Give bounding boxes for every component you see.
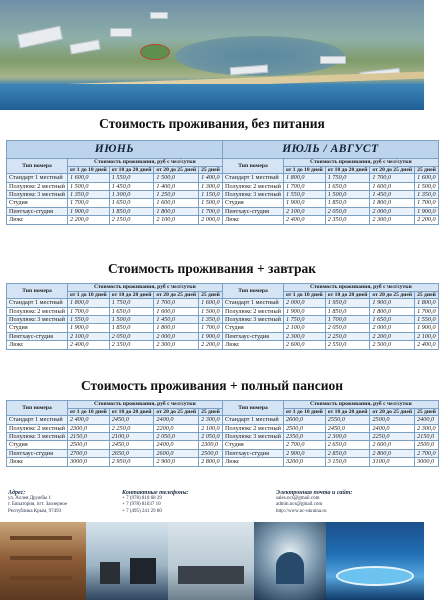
price-cell: 1 650,0	[109, 307, 154, 315]
price-cell: 2 100,0	[415, 332, 439, 340]
price-cell: 3200,0	[283, 458, 325, 466]
period-header: от 1 до 10 дней	[67, 408, 109, 416]
room-type-cell: Люкс	[223, 458, 284, 466]
price-cell: 2400,0	[370, 424, 415, 432]
indoor-pool-photo	[326, 522, 424, 600]
room-type-cell: Люкс	[7, 458, 68, 466]
room-type-cell: Стандарт 1 местный	[7, 299, 68, 307]
price-cell: 1 400,0	[154, 182, 199, 190]
price-cell: 2 900,0	[154, 458, 199, 466]
price-cell: 2550,0	[325, 416, 370, 424]
table-row	[223, 332, 439, 340]
price-cell: 2 300,0	[154, 341, 199, 349]
period-header: 25 дней	[415, 408, 439, 416]
price-cell: 3 150,0	[325, 458, 370, 466]
price-cell: 2500,0	[415, 441, 439, 449]
room-type-cell: Полулюкс 3 местный	[223, 433, 284, 441]
price-cell: 3000,0	[415, 458, 439, 466]
price-cell: 2 400,0	[415, 341, 439, 349]
period-header: 25 дней	[415, 166, 439, 174]
room-type-cell: Полулюкс 2 местный	[7, 307, 68, 315]
price-cell: 1 550,0	[415, 316, 439, 324]
table-caption: ИЮНЬ	[7, 141, 223, 159]
price-cell: 1 650,0	[325, 182, 370, 190]
period-header: от 10 до 20 дней	[325, 291, 370, 299]
period-header: от 1 до 10 дней	[67, 166, 109, 174]
price-cell: 2300,0	[67, 424, 109, 432]
price-cell: 1 700,0	[67, 199, 109, 207]
price-cell: 1 800,0	[154, 324, 199, 332]
table-row	[223, 324, 439, 332]
table-row	[7, 216, 223, 224]
col-header-room: Тип номера	[7, 159, 68, 174]
photo-strip	[0, 522, 424, 600]
col-header-price: Стоимость проживания, руб с чел/сутки	[67, 159, 222, 167]
price-cell: 2 200,0	[370, 332, 415, 340]
period-header: от 10 до 20 дней	[325, 166, 370, 174]
price-table-full-board-june	[6, 400, 223, 467]
table-row	[7, 324, 223, 332]
price-cell: 1 900,0	[370, 299, 415, 307]
building	[69, 39, 100, 54]
price-cell: 2200,0	[154, 424, 199, 432]
period-header: от 10 до 20 дней	[109, 291, 154, 299]
table-row	[7, 316, 223, 324]
price-cell: 2450,0	[109, 416, 154, 424]
price-cell: 1 900,0	[415, 324, 439, 332]
period-header: от 1 до 10 дней	[283, 408, 325, 416]
table-row	[7, 207, 223, 215]
col-header-price: Стоимость проживания, руб с чел/сутки	[283, 159, 438, 167]
room-type-cell: Люкс	[7, 341, 68, 349]
gym-photo	[86, 522, 168, 600]
table-row	[7, 332, 223, 340]
price-cell: 2 000,0	[283, 299, 325, 307]
price-cell: 1 600,0	[370, 182, 415, 190]
price-cell: 2 050,0	[154, 433, 199, 441]
period-header: от 1 до 10 дней	[283, 291, 325, 299]
price-cell: 2 650,0	[325, 441, 370, 449]
table-row	[223, 191, 439, 199]
room-type-cell: Студия	[223, 199, 284, 207]
price-cell: 2150,0	[67, 433, 109, 441]
price-cell: 2 350,0	[325, 216, 370, 224]
table-row	[7, 182, 223, 190]
table-row	[223, 299, 439, 307]
col-header-price: Стоимость проживания, руб с чел/сутки	[67, 284, 222, 292]
stadium	[140, 44, 170, 60]
table-row	[223, 458, 439, 466]
room-type-cell: Пентхаус-студия	[223, 449, 284, 457]
phones-title: Контактные телефоны:	[122, 490, 189, 496]
price-cell: 2400,0	[154, 441, 199, 449]
price-cell: 2 050,0	[325, 324, 370, 332]
price-cell: 2400,0	[415, 416, 439, 424]
price-cell: 1 300,0	[109, 191, 154, 199]
price-table-june-no-meals	[6, 140, 223, 225]
price-cell: 1 400,0	[199, 174, 223, 182]
price-cell: 1 650,0	[370, 316, 415, 324]
room-type-cell: Полулюкс 2 местный	[7, 424, 68, 432]
price-cell: 2 800,0	[199, 458, 223, 466]
room-type-cell: Пентхаус-студия	[223, 207, 284, 215]
price-cell: 2500,0	[283, 424, 325, 432]
price-cell: 1 900,0	[415, 207, 439, 215]
price-cell: 1 800,0	[283, 174, 325, 182]
price-cell: 1 750,0	[325, 174, 370, 182]
table-row	[7, 424, 223, 432]
price-cell: 2 050,0	[199, 433, 223, 441]
price-cell: 2 700,0	[415, 449, 439, 457]
price-cell: 1 250,0	[154, 191, 199, 199]
room-type-cell: Студия	[223, 324, 284, 332]
price-cell: 1 700,0	[199, 207, 223, 215]
price-cell: 2100,0	[109, 433, 154, 441]
period-header: 25 дней	[199, 408, 223, 416]
price-cell: 1 800,0	[370, 199, 415, 207]
email-block	[276, 490, 352, 515]
room-type-cell: Пентхаус-студия	[7, 207, 68, 215]
building	[110, 28, 132, 37]
period-header: от 10 до 20 дней	[325, 408, 370, 416]
price-cell: 1 900,0	[67, 324, 109, 332]
price-cell: 1 600,0	[154, 307, 199, 315]
price-cell: 1 350,0	[67, 191, 109, 199]
phone-number[interactable]: + 7 (978) 810 68 29	[122, 496, 162, 502]
period-header: 25 дней	[415, 291, 439, 299]
price-cell: 1 650,0	[109, 199, 154, 207]
room-type-cell: Люкс	[7, 216, 68, 224]
price-cell: 1 850,0	[325, 307, 370, 315]
table-row	[223, 182, 439, 190]
table-row	[7, 416, 223, 424]
table-row	[223, 449, 439, 457]
price-cell: 1 800,0	[154, 207, 199, 215]
price-table-breakfast-july-august	[222, 283, 439, 350]
price-cell: 2600,0	[283, 416, 325, 424]
sea	[0, 84, 424, 110]
phone-number[interactable]: + 7 (978) 81037 10	[122, 502, 161, 508]
table-row	[7, 433, 223, 441]
period-header: от 20 до 25 дней	[370, 166, 415, 174]
section-title-breakfast: Стоимость проживания + завтрак	[107, 261, 317, 276]
price-cell: 1 750,0	[109, 299, 154, 307]
price-cell: 2 300,0	[325, 433, 370, 441]
price-cell: 2 950,0	[109, 458, 154, 466]
room-type-cell: Полулюкс 3 местный	[223, 316, 284, 324]
price-cell: 1 500,0	[109, 316, 154, 324]
price-cell: 1 450,0	[370, 191, 415, 199]
room-type-cell: Студия	[7, 199, 68, 207]
room-type-cell: Стандарт 1 местный	[7, 174, 68, 182]
price-cell: 2 000,0	[370, 207, 415, 215]
price-cell: 2 000,0	[370, 324, 415, 332]
price-cell: 1 800,0	[370, 307, 415, 315]
price-cell: 1 350,0	[415, 191, 439, 199]
room-type-cell: Полулюкс 3 местный	[7, 316, 68, 324]
table-row	[7, 299, 223, 307]
price-cell: 2 300,0	[283, 332, 325, 340]
table-row	[7, 174, 223, 182]
period-header: от 20 до 25 дней	[154, 291, 199, 299]
table-row	[223, 307, 439, 315]
address-line: ул. Аллея Дружбы 1	[8, 496, 51, 502]
price-cell: 1 300,0	[199, 182, 223, 190]
price-cell: 1 600,0	[67, 174, 109, 182]
table-row	[223, 199, 439, 207]
price-cell: 2650,0	[109, 449, 154, 457]
col-header-room: Тип номера	[223, 284, 284, 299]
phone-number[interactable]: + 7 (495) 241 29 80	[122, 508, 162, 514]
price-cell: 2 250,0	[325, 332, 370, 340]
room-type-cell: Полулюкс 3 местный	[223, 191, 284, 199]
price-cell: 2 100,0	[199, 424, 223, 432]
price-cell: 2500,0	[67, 441, 109, 449]
section-title-full-board: Стоимость проживания + полный пансион	[80, 378, 344, 393]
price-cell: 1 700,0	[199, 324, 223, 332]
price-cell: 2 000,0	[154, 332, 199, 340]
price-cell: 2 850,0	[325, 449, 370, 457]
price-cell: 1 900,0	[199, 332, 223, 340]
period-header: от 10 до 20 дней	[109, 166, 154, 174]
period-header: от 1 до 10 дней	[283, 166, 325, 174]
price-cell: 1 550,0	[67, 316, 109, 324]
price-cell: 1 600,0	[154, 199, 199, 207]
price-cell: 1 700,0	[283, 182, 325, 190]
price-cell: 2250,0	[370, 433, 415, 441]
room-type-cell: Пентхаус-студия	[223, 332, 284, 340]
price-cell: 1 550,0	[283, 191, 325, 199]
address-block	[8, 490, 67, 515]
address-title: Адрес:	[8, 490, 26, 496]
address-line: Республика Крым, 97493	[8, 508, 62, 514]
address-line: г. Евпатория, пгт. Заозерное	[8, 502, 68, 508]
period-header: от 20 до 25 дней	[370, 408, 415, 416]
price-cell: 2 100,0	[67, 332, 109, 340]
col-header-room: Тип номера	[7, 284, 68, 299]
room-type-cell: Полулюкс 2 местный	[223, 424, 284, 432]
spa-room-photo	[254, 522, 326, 600]
price-cell: 2 050,0	[109, 332, 154, 340]
price-cell: 3100,0	[370, 458, 415, 466]
table-caption: ИЮЛЬ / АВГУСТ	[223, 141, 439, 159]
hero-aerial-photo	[0, 0, 424, 110]
price-cell: 2 250,0	[109, 424, 154, 432]
price-cell: 2 200,0	[199, 341, 223, 349]
price-cell: 1 450,0	[154, 316, 199, 324]
price-cell: 2 400,0	[283, 216, 325, 224]
price-table-july-august-no-meals	[222, 140, 439, 225]
price-cell: 2 200,0	[67, 216, 109, 224]
price-cell: 2 600,0	[370, 441, 415, 449]
col-header-price: Стоимость проживания, руб с чел/сутки	[283, 284, 438, 292]
table-row	[223, 441, 439, 449]
period-header: от 20 до 25 дней	[154, 408, 199, 416]
price-cell: 2 550,0	[325, 341, 370, 349]
room-type-cell: Студия	[7, 441, 68, 449]
room-type-cell: Люкс	[223, 341, 284, 349]
price-cell: 1 700,0	[415, 199, 439, 207]
room-type-cell: Стандарт 1 местный	[223, 416, 284, 424]
room-type-cell: Пентхаус-студия	[7, 332, 68, 340]
price-cell: 1 500,0	[154, 174, 199, 182]
table-row	[7, 191, 223, 199]
price-cell: 1 700,0	[325, 316, 370, 324]
price-cell: 2 150,0	[109, 216, 154, 224]
price-cell: 2 400,0	[67, 416, 109, 424]
table-row	[223, 174, 439, 182]
price-cell: 2 300,0	[415, 424, 439, 432]
table-row	[7, 441, 223, 449]
price-cell: 2 700,0	[283, 441, 325, 449]
price-cell: 1 600,0	[415, 174, 439, 182]
room-type-cell: Студия	[7, 324, 68, 332]
fitness-room-photo	[168, 522, 254, 600]
price-cell: 2 350,0	[109, 341, 154, 349]
price-cell: 2 200,0	[415, 216, 439, 224]
period-header: 25 дней	[199, 291, 223, 299]
room-type-cell: Люкс	[223, 216, 284, 224]
room-type-cell: Студия	[223, 441, 284, 449]
price-cell: 2 600,0	[283, 341, 325, 349]
phones-block	[122, 490, 189, 515]
section-title-no-meals: Стоимость проживания, без питания	[99, 116, 325, 131]
price-cell: 1 500,0	[199, 199, 223, 207]
price-cell: 2 400,0	[67, 341, 109, 349]
period-header: от 20 до 25 дней	[370, 291, 415, 299]
price-cell: 1 700,0	[370, 174, 415, 182]
table-row	[7, 449, 223, 457]
price-cell: 2 500,0	[370, 341, 415, 349]
sauna-photo	[0, 522, 86, 600]
building	[320, 56, 346, 64]
price-cell: 1 850,0	[109, 324, 154, 332]
price-cell: 2 050,0	[325, 207, 370, 215]
email-title: Электронная почта и сайт:	[276, 490, 353, 496]
period-header: 25 дней	[199, 166, 223, 174]
room-type-cell: Стандарт 1 местный	[223, 299, 284, 307]
price-cell: 1 600,0	[199, 299, 223, 307]
table-row	[223, 316, 439, 324]
price-cell: 1 500,0	[415, 182, 439, 190]
price-cell: 2700,0	[67, 449, 109, 457]
price-cell: 1 350,0	[199, 316, 223, 324]
price-cell: 2400,0	[154, 416, 199, 424]
price-cell: 1 900,0	[283, 307, 325, 315]
price-cell: 2500,0	[370, 416, 415, 424]
room-type-cell: Полулюкс 2 местный	[223, 307, 284, 315]
room-type-cell: Полулюкс 2 местный	[7, 182, 68, 190]
price-cell: 2 100,0	[283, 324, 325, 332]
table-row	[223, 433, 439, 441]
price-cell: 1 750,0	[283, 316, 325, 324]
price-cell: 2 100,0	[283, 207, 325, 215]
period-header: от 10 до 20 дней	[109, 408, 154, 416]
col-header-room: Тип номера	[223, 401, 284, 416]
col-header-room: Тип номера	[7, 401, 68, 416]
table-row	[7, 341, 223, 349]
price-cell: 1 900,0	[67, 207, 109, 215]
building	[17, 26, 63, 49]
room-type-cell: Стандарт 1 местный	[223, 174, 284, 182]
table-row	[7, 307, 223, 315]
price-cell: 1 500,0	[199, 307, 223, 315]
price-cell: 1 150,0	[199, 191, 223, 199]
price-cell: 2 300,0	[370, 216, 415, 224]
price-cell: 1 500,0	[325, 191, 370, 199]
table-row	[7, 199, 223, 207]
price-cell: 1 950,0	[325, 299, 370, 307]
price-cell: 3000,0	[67, 458, 109, 466]
price-cell: 2 100,0	[154, 216, 199, 224]
room-type-cell: Полулюкс 2 местный	[223, 182, 284, 190]
price-cell: 1 900,0	[283, 199, 325, 207]
period-header: от 20 до 25 дней	[154, 166, 199, 174]
website-link[interactable]: http://www.nc-ukraina.ru	[276, 508, 327, 514]
email-link[interactable]: sales.ncs@gmail.com	[276, 496, 320, 502]
price-cell: 2 900,0	[283, 449, 325, 457]
price-cell: 2150,0	[415, 433, 439, 441]
price-cell: 1 500,0	[67, 182, 109, 190]
col-header-price: Стоимость проживания, руб с чел/сутки	[67, 401, 222, 409]
room-type-cell: Полулюкс 3 местный	[7, 433, 68, 441]
price-cell: 1 850,0	[109, 207, 154, 215]
room-type-cell: Полулюкс 3 местный	[7, 191, 68, 199]
price-table-breakfast-june	[6, 283, 223, 350]
col-header-room: Тип номера	[223, 159, 284, 174]
price-cell: 2600,0	[154, 449, 199, 457]
price-cell: 2 300,0	[199, 416, 223, 424]
price-cell: 1 800,0	[415, 299, 439, 307]
price-cell: 1 700,0	[154, 299, 199, 307]
room-type-cell: Стандарт 1 местный	[7, 416, 68, 424]
price-table-full-board-july-august	[222, 400, 439, 467]
price-cell: 1 450,0	[109, 182, 154, 190]
period-header: от 1 до 10 дней	[67, 291, 109, 299]
price-cell: 1 700,0	[415, 307, 439, 315]
price-cell: 2450,0	[325, 424, 370, 432]
col-header-price: Стоимость проживания, руб с чел/сутки	[283, 401, 438, 409]
price-cell: 1 800,0	[67, 299, 109, 307]
table-row	[223, 416, 439, 424]
table-row	[223, 341, 439, 349]
email-link[interactable]: admin.ncs@gmail.com	[276, 502, 323, 508]
price-cell: 1 550,0	[109, 174, 154, 182]
table-row	[223, 424, 439, 432]
price-cell: 2300,0	[199, 441, 223, 449]
price-cell: 1 850,0	[325, 199, 370, 207]
table-row	[223, 216, 439, 224]
price-cell: 1 700,0	[67, 307, 109, 315]
price-cell: 2 800,0	[370, 449, 415, 457]
price-cell: 2450,0	[109, 441, 154, 449]
price-cell: 2 000,0	[199, 216, 223, 224]
price-cell: 2500,0	[199, 449, 223, 457]
building	[150, 12, 168, 19]
price-cell: 2350,0	[283, 433, 325, 441]
room-type-cell: Пентхаус-студия	[7, 449, 68, 457]
table-row	[7, 458, 223, 466]
table-row	[223, 207, 439, 215]
